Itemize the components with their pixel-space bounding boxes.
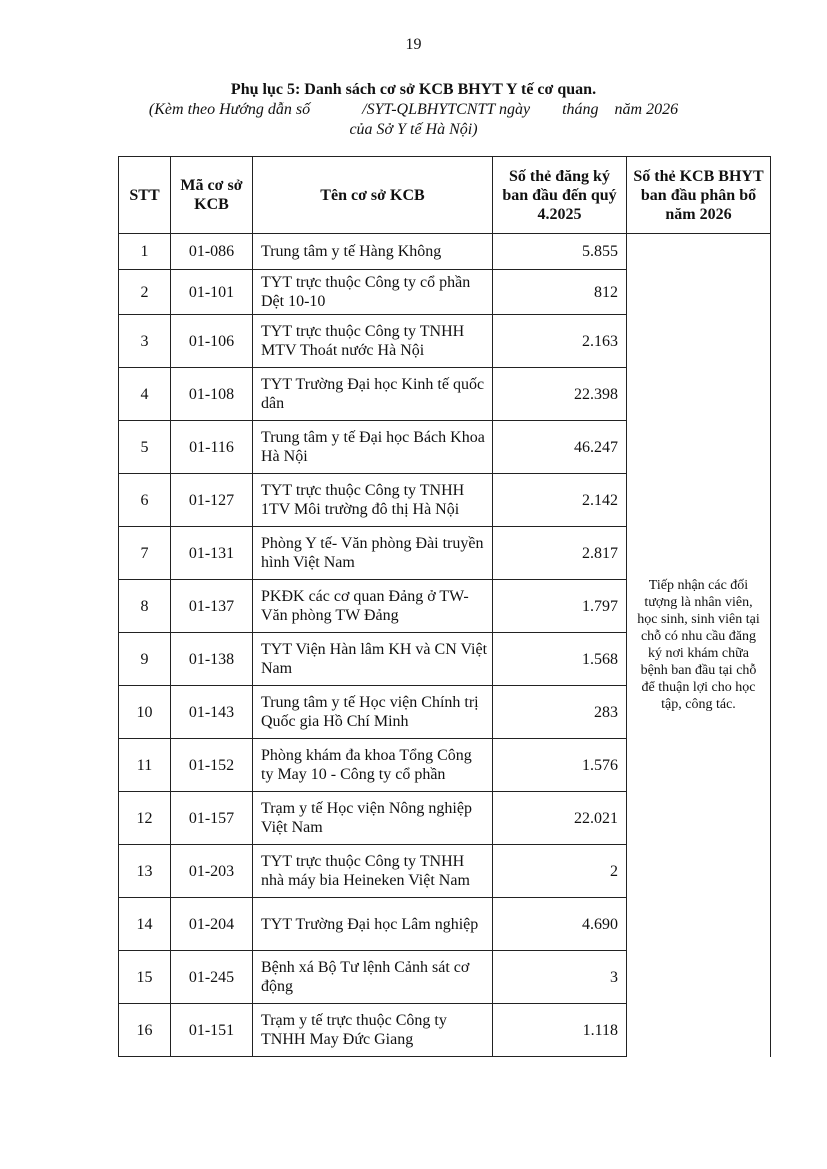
cell-name: Trung tâm y tế Đại học Bách Khoa Hà Nội: [253, 421, 493, 474]
table-row: [119, 234, 771, 270]
cell-allocation-note: [627, 234, 771, 1057]
cell-stt: 5: [119, 421, 171, 474]
cell-code: 01-127: [171, 474, 253, 527]
cell-code: 01-108: [171, 368, 253, 421]
cell-code: 01-151: [171, 1004, 253, 1057]
cell-name: TYT Trường Đại học Lâm nghiệp: [253, 898, 493, 951]
header-allocated: Số thẻ KCB BHYT ban đầu phân bổ năm 2026: [627, 157, 771, 234]
title-block: [0, 80, 827, 140]
cell-stt: 8: [119, 580, 171, 633]
page-number: 19: [405, 36, 422, 53]
document-subtitle-line2: của Sở Y tế Hà Nội): [349, 121, 478, 138]
cell-count: 4.690: [493, 898, 627, 951]
cell-count: 22.021: [493, 792, 627, 845]
cell-name: PKĐK các cơ quan Đảng ở TW- Văn phòng TW Đảng: [253, 580, 493, 633]
cell-count: 2.163: [493, 315, 627, 368]
cell-stt: 3: [119, 315, 171, 368]
cell-stt: 2: [119, 270, 171, 315]
cell-stt: 1: [119, 234, 171, 270]
cell-name: Phòng Y tế- Văn phòng Đài truyền hình Việt Nam: [253, 527, 493, 580]
cell-stt: 15: [119, 951, 171, 1004]
table-body: [119, 234, 771, 1057]
cell-count: 3: [493, 951, 627, 1004]
cell-code: 01-138: [171, 633, 253, 686]
cell-stt: 9: [119, 633, 171, 686]
allocation-note-text: Tiếp nhận các đối tượng là nhân viên, học sinh, sinh viên tại chỗ có nhu cầu đăng ký nơi khám chữa bệnh ban đầu tại chỗ để thuận lợi cho học tập, công tác.: [637, 578, 760, 713]
facility-table: [118, 156, 771, 1057]
cell-name: TYT trực thuộc Công ty cổ phần Dệt 10-10: [253, 270, 493, 315]
cell-name: Trung tâm y tế Hàng Không: [253, 234, 493, 270]
cell-count: 283: [493, 686, 627, 739]
header-stt: STT: [119, 157, 171, 234]
cell-name: TYT Trường Đại học Kinh tế quốc dân: [253, 368, 493, 421]
cell-stt: 7: [119, 527, 171, 580]
cell-code: 01-152: [171, 739, 253, 792]
cell-name: TYT Viện Hàn lâm KH và CN Việt Nam: [253, 633, 493, 686]
header-code: Mã cơ sở KCB: [171, 157, 253, 234]
cell-count: 5.855: [493, 234, 627, 270]
cell-stt: 11: [119, 739, 171, 792]
cell-count: 1.118: [493, 1004, 627, 1057]
cell-stt: 12: [119, 792, 171, 845]
cell-count: 2: [493, 845, 627, 898]
cell-code: 01-106: [171, 315, 253, 368]
header-name: Tên cơ sở KCB: [253, 157, 493, 234]
cell-count: 22.398: [493, 368, 627, 421]
cell-name: TYT trực thuộc Công ty TNHH 1TV Môi trường đô thị Hà Nội: [253, 474, 493, 527]
cell-count: 812: [493, 270, 627, 315]
cell-count: 2.142: [493, 474, 627, 527]
cell-code: 01-101: [171, 270, 253, 315]
header-registered: Số thẻ đăng ký ban đầu đến quý 4.2025: [493, 157, 627, 234]
cell-stt: 13: [119, 845, 171, 898]
cell-code: 01-204: [171, 898, 253, 951]
cell-stt: 10: [119, 686, 171, 739]
cell-count: 2.817: [493, 527, 627, 580]
cell-stt: 14: [119, 898, 171, 951]
cell-name: Trạm y tế Học viện Nông nghiệp Việt Nam: [253, 792, 493, 845]
cell-count: 1.797: [493, 580, 627, 633]
cell-count: 1.568: [493, 633, 627, 686]
facility-table-wrapper: [118, 156, 771, 1057]
cell-count: 1.576: [493, 739, 627, 792]
cell-name: TYT trực thuộc Công ty TNHH MTV Thoát nước Hà Nội: [253, 315, 493, 368]
document-title: Phụ lục 5: Danh sách cơ sở KCB BHYT Y tế cơ quan.: [230, 81, 597, 98]
cell-name: Phòng khám đa khoa Tổng Công ty May 10 - Công ty cổ phần: [253, 739, 493, 792]
cell-code: 01-131: [171, 527, 253, 580]
cell-name: TYT trực thuộc Công ty TNHH nhà máy bia Heineken Việt Nam: [253, 845, 493, 898]
cell-stt: 16: [119, 1004, 171, 1057]
cell-code: 01-137: [171, 580, 253, 633]
cell-code: 01-157: [171, 792, 253, 845]
cell-code: 01-116: [171, 421, 253, 474]
cell-code: 01-203: [171, 845, 253, 898]
cell-code: 01-245: [171, 951, 253, 1004]
cell-code: 01-086: [171, 234, 253, 270]
cell-name: Trạm y tế trực thuộc Công ty TNHH May Đức Giang: [253, 1004, 493, 1057]
cell-stt: 6: [119, 474, 171, 527]
cell-code: 01-143: [171, 686, 253, 739]
cell-stt: 4: [119, 368, 171, 421]
document-subtitle-line1: (Kèm theo Hướng dẫn số /SYT-QLBHYTCNTT ngày tháng năm 2026: [148, 101, 679, 118]
cell-name: Bệnh xá Bộ Tư lệnh Cảnh sát cơ động: [253, 951, 493, 1004]
cell-name: Trung tâm y tế Học viện Chính trị Quốc gia Hồ Chí Minh: [253, 686, 493, 739]
cell-count: 46.247: [493, 421, 627, 474]
